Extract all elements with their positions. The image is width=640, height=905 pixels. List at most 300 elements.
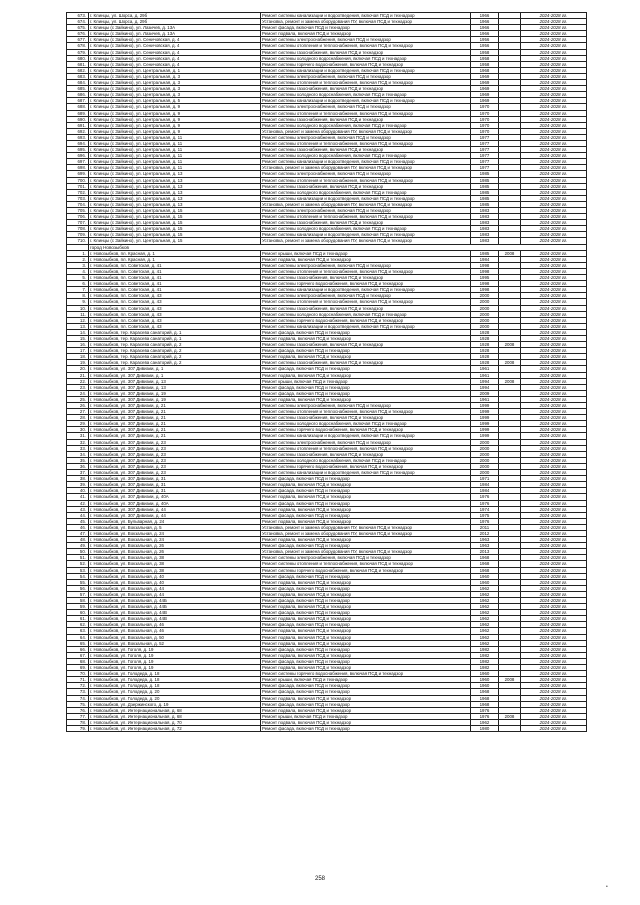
work-type-cell: Установка, ремонт и замена оборудования ПУ, включая ПСД и технадзор: [261, 165, 471, 171]
address-cell: г. Новозыбков, ул. 307 Дивизии, д. 31: [89, 488, 261, 494]
commission-year-cell: 1966: [471, 13, 499, 19]
work-type-cell: Ремонт системы канализации и водоотведения, включая ПСД и технадзор: [261, 433, 471, 439]
address-cell: г. Новозыбков, ул. Гоголя, д. 19: [89, 658, 261, 664]
planned-period-cell: 2024-2028 гг.: [521, 585, 587, 591]
planned-period-cell: 2024-2028 гг.: [521, 31, 587, 37]
address-cell: г. Новозыбков, тер. Карасева санаторий, д. 1: [89, 335, 261, 341]
address-cell: г. Новозыбков, ул. Вокзальная, д. 44В: [89, 616, 261, 622]
commission-year-cell: 1969: [471, 92, 499, 98]
planned-period-cell: 2024-2028 гг.: [521, 476, 587, 482]
work-type-cell: Ремонт подвала, включая ПСД и технадзор: [261, 579, 471, 585]
address-cell: г. Новозыбков, пл. Советская, д. 41: [89, 262, 261, 268]
address-cell: г. Новозыбков, ул. Вокзальная, д. 38: [89, 567, 261, 573]
address-cell: г. Новозыбков, ул. 307 Дивизии, д. 21: [89, 427, 261, 433]
row-number-cell: 61.: [67, 616, 89, 622]
work-type-cell: Ремонт фасада, включая ПСД и технадзор: [261, 476, 471, 482]
work-type-cell: Ремонт системы газоснабжения, включая ПСД и технадзор: [261, 147, 471, 153]
planned-period-cell: 2024-2028 гг.: [521, 25, 587, 31]
commission-year-cell: 1976: [471, 494, 499, 500]
work-type-cell: Ремонт системы горячего водоснабжения, включая ПСД и технадзор: [261, 567, 471, 573]
address-cell: г. Клинцы (с Зайкино), ул. Центральная, д. 9: [89, 104, 261, 110]
address-cell: г. Новозыбков, ул. 307 Дивизии, д. 1: [89, 366, 261, 372]
planned-period-cell: 2024-2028 гг.: [521, 73, 587, 79]
work-type-cell: Ремонт подвала, включая ПСД и технадзор: [261, 616, 471, 622]
planned-period-cell: 2024-2028 гг.: [521, 250, 587, 256]
work-type-cell: Ремонт системы отопления и теплоснабжения, включая ПСД и технадзор: [261, 299, 471, 305]
planned-period-cell: 2024-2028 гг.: [521, 567, 587, 573]
last-repair-year-cell: [499, 725, 521, 731]
work-type-cell: Ремонт подвала, включая ПСД и технадзор: [261, 628, 471, 634]
planned-period-cell: 2024-2028 гг.: [521, 512, 587, 518]
work-type-cell: Ремонт фасада, включая ПСД и технадзор: [261, 384, 471, 390]
address-cell: г. Клинцы (с Зайкино), ул. Центральная, д. 13: [89, 171, 261, 177]
work-type-cell: Ремонт системы отопления и теплоснабжения, включая ПСД и технадзор: [261, 214, 471, 220]
commission-year-cell: 1995: [471, 275, 499, 281]
planned-period-cell: 2024-2028 гг.: [521, 183, 587, 189]
scan-speck: •: [606, 884, 608, 890]
row-number-cell: 7.: [67, 287, 89, 293]
commission-year-cell: 1960: [471, 671, 499, 677]
address-cell: г. Новозыбков, пл. Советская, д. 43: [89, 323, 261, 329]
address-cell: г. Новозыбков, ул. Интернациональная, д. 68: [89, 707, 261, 713]
row-number-cell: 71.: [67, 677, 89, 683]
commission-year-cell: 1977: [471, 165, 499, 171]
commission-year-cell: 2000: [471, 305, 499, 311]
commission-year-cell: 1982: [471, 658, 499, 664]
work-type-cell: Ремонт системы канализации и водоотведения, включая ПСД и технадзор: [261, 195, 471, 201]
commission-year-cell: 1970: [471, 122, 499, 128]
address-cell: г. Новозыбков, ул. Голодеда, д. 18: [89, 683, 261, 689]
work-type-cell: Ремонт системы канализации и водоотведения, включая ПСД и технадзор: [261, 67, 471, 73]
commission-year-cell: 1998: [471, 268, 499, 274]
table-row: [67, 250, 587, 256]
commission-year-cell: 1966: [471, 25, 499, 31]
commission-year-cell: 1962: [471, 628, 499, 634]
address-cell: г. Клинцы, ул. Шорса, д. 29б: [89, 13, 261, 19]
work-type-cell: Ремонт системы газоснабжения, включая ПСД и технадзор: [261, 49, 471, 55]
address-cell: г. Новозыбков, пл. Советская, д. 41: [89, 287, 261, 293]
address-cell: г. Новозыбков, ул. Вокзальная, д. 38: [89, 561, 261, 567]
page-number: 258: [314, 876, 325, 882]
row-number-cell: 700.: [67, 177, 89, 183]
work-type-cell: Ремонт системы электроснабжения, включая ПСД и технадзор: [261, 37, 471, 43]
work-type-cell: Ремонт фасада, включая ПСД и технадзор: [261, 701, 471, 707]
planned-period-cell: 2024-2028 гг.: [521, 134, 587, 140]
address-cell: г. Клинцы (с Зайкино), ул. Центральная, д. 11: [89, 134, 261, 140]
row-number-cell: 686.: [67, 92, 89, 98]
row-number-cell: 702.: [67, 189, 89, 195]
work-type-cell: Ремонт системы холодного водоснабжения, включая ПСД и технадзор: [261, 153, 471, 159]
commission-year-cell: 2000: [471, 311, 499, 317]
work-type-cell: Ремонт фасада, включая ПСД и технадзор: [261, 683, 471, 689]
planned-period-cell: 2024-2028 гг.: [521, 396, 587, 402]
work-type-cell: Ремонт системы электроснабжения, включая ПСД и технадзор: [261, 293, 471, 299]
commission-year-cell: 1960: [471, 573, 499, 579]
planned-period-cell: 2024-2028 гг.: [521, 299, 587, 305]
row-number-cell: 38.: [67, 476, 89, 482]
commission-year-cell: 1977: [471, 140, 499, 146]
work-type-cell: Ремонт системы горячего водоснабжения, включая ПСД и технадзор: [261, 61, 471, 67]
planned-period-cell: 2024-2028 гг.: [521, 342, 587, 348]
commission-year-cell: 1985: [471, 250, 499, 256]
row-number-cell: 8.: [67, 293, 89, 299]
planned-period-cell: 2024-2028 гг.: [521, 220, 587, 226]
work-type-cell: Установка, ремонт и замена оборудования ПУ, включая ПСД и технадзор: [261, 201, 471, 207]
address-cell: г. Клинцы (с Зайкино), ул. Сеничовская, д. 4: [89, 55, 261, 61]
row-number-cell: 34.: [67, 451, 89, 457]
commission-year-cell: 1963: [471, 537, 499, 543]
commission-year-cell: 1962: [471, 622, 499, 628]
address-cell: г. Новозыбков, тер. Карасева санаторий, д. 2: [89, 348, 261, 354]
work-type-cell: Ремонт фасада, включая ПСД и технадзор: [261, 390, 471, 396]
address-cell: г. Клинцы (с Зайкино), ул. Центральная, д. 9: [89, 122, 261, 128]
row-number-cell: 49.: [67, 543, 89, 549]
work-type-cell: Ремонт фасада, включая ПСД и технадзор: [261, 689, 471, 695]
commission-year-cell: 1962: [471, 634, 499, 640]
row-number-cell: 65.: [67, 640, 89, 646]
work-type-cell: Ремонт системы газоснабжения, включая ПСД и технадзор: [261, 451, 471, 457]
planned-period-cell: 2024-2028 гг.: [521, 305, 587, 311]
planned-period-cell: 2024-2028 гг.: [521, 707, 587, 713]
commission-year-cell: 1928: [471, 335, 499, 341]
planned-period-cell: 2024-2028 гг.: [521, 208, 587, 214]
commission-year-cell: 1968: [471, 689, 499, 695]
address-cell: г. Новозыбков, тер. Карасева санаторий, д. 2: [89, 342, 261, 348]
commission-year-cell: 1958: [471, 49, 499, 55]
row-number-cell: 12.: [67, 317, 89, 323]
work-type-cell: Ремонт фасада, включая ПСД и технадзор: [261, 512, 471, 518]
commission-year-cell: 1970: [471, 104, 499, 110]
row-number-cell: 63.: [67, 628, 89, 634]
planned-period-cell: 2024-2028 гг.: [521, 116, 587, 122]
row-number-cell: 76.: [67, 707, 89, 713]
address-cell: г. Новозыбков, пл. Советская, д. 41: [89, 268, 261, 274]
address-cell: г. Новозыбков, пл. Красная, д. 1: [89, 256, 261, 262]
address-cell: г. Новозыбков, ул. Вокзальная, д. 46: [89, 622, 261, 628]
address-cell: г. Новозыбков, ул. Интернациональная, д. 70: [89, 719, 261, 725]
row-number-cell: 36.: [67, 463, 89, 469]
row-number-cell: 10.: [67, 305, 89, 311]
address-cell: г. Клинцы (с Зайкино), ул. Центральная, д. 15: [89, 214, 261, 220]
planned-period-cell: 2024-2028 гг.: [521, 695, 587, 701]
commission-year-cell: 1928: [471, 348, 499, 354]
planned-period-cell: 2024-2028 гг.: [521, 189, 587, 195]
row-number-cell: 6.: [67, 281, 89, 287]
work-type-cell: Ремонт подвала, включая ПСД и технадзор: [261, 719, 471, 725]
work-type-cell: Ремонт системы отопления и теплоснабжения, включая ПСД и технадзор: [261, 445, 471, 451]
work-type-cell: Ремонт системы горячего водоснабжения, включая ПСД и технадзор: [261, 281, 471, 287]
work-type-cell: Ремонт подвала, включая ПСД и технадзор: [261, 537, 471, 543]
address-cell: г. Клинцы (с Зайкино), ул. Центральная, д. 9: [89, 128, 261, 134]
address-cell: г. Новозыбков, ул. Вокзальная, д. 44Б: [89, 598, 261, 604]
work-type-cell: Ремонт фасада, включая ПСД и технадзор: [261, 646, 471, 652]
row-number-cell: 2.: [67, 256, 89, 262]
address-cell: г. Новозыбков, ул. 307 Дивизии, д. 23: [89, 451, 261, 457]
address-cell: г. Клинцы (с Зайкино), ул. Центральная, д. 15: [89, 220, 261, 226]
address-cell: г. Клинцы (с Зайкино), ул. Центральная, д. 11: [89, 165, 261, 171]
work-type-cell: Ремонт системы газоснабжения, включая ПСД и технадзор: [261, 183, 471, 189]
row-number-cell: 18.: [67, 354, 89, 360]
work-type-cell: Ремонт подвала, включая ПСД и технадзор: [261, 372, 471, 378]
planned-period-cell: 2024-2028 гг.: [521, 634, 587, 640]
address-cell: г. Клинцы (с Зайкино), ул. Центральная, д. 13: [89, 195, 261, 201]
row-number-cell: 699.: [67, 171, 89, 177]
address-cell: г. Новозыбков, ул. 307 Дивизии, д. 21: [89, 415, 261, 421]
commission-year-cell: 1960: [471, 683, 499, 689]
work-type-cell: Ремонт фасада, включая ПСД и технадзор: [261, 348, 471, 354]
planned-period-cell: 2024-2028 гг.: [521, 104, 587, 110]
row-number-cell: 47.: [67, 530, 89, 536]
planned-period-cell: 2024-2028 гг.: [521, 683, 587, 689]
row-number-cell: 53.: [67, 567, 89, 573]
row-number-cell: 68.: [67, 658, 89, 664]
planned-period-cell: 2024-2028 гг.: [521, 268, 587, 274]
work-type-cell: Ремонт фасада, включая ПСД и технадзор: [261, 585, 471, 591]
address-cell: г. Новозыбков, ул. Гоголя, д. 19: [89, 646, 261, 652]
work-type-cell: Ремонт системы канализации и водоотведения, включая ПСД и технадзор: [261, 159, 471, 165]
address-cell: г. Новозыбков, ул. 307 Дивизии, д. 1: [89, 372, 261, 378]
row-number-cell: 687.: [67, 98, 89, 104]
work-type-cell: Ремонт подвала, включая ПСД и технадзор: [261, 640, 471, 646]
commission-year-cell: 1962: [471, 719, 499, 725]
commission-year-cell: 1985: [471, 183, 499, 189]
commission-year-cell: 1985: [471, 195, 499, 201]
commission-year-cell: 1985: [471, 177, 499, 183]
row-number-cell: 33.: [67, 445, 89, 451]
row-number-cell: 73.: [67, 689, 89, 695]
row-number-cell: 697.: [67, 159, 89, 165]
work-type-cell: Ремонт системы отопления и теплоснабжения, включая ПСД и технадзор: [261, 561, 471, 567]
planned-period-cell: 2024-2028 гг.: [521, 451, 587, 457]
work-type-cell: Ремонт системы электроснабжения, включая ПСД и технадзор: [261, 262, 471, 268]
address-cell: г. Клинцы (с Зайкино), ул. Центральная, д. 13: [89, 201, 261, 207]
address-cell: г. Новозыбков, ул. Голодеда, д. 20: [89, 695, 261, 701]
address-cell: г. Клинцы (с Зайкино), ул. Центральная, д. 15: [89, 232, 261, 238]
work-type-cell: Ремонт системы газоснабжения, включая ПСД и технадзор: [261, 342, 471, 348]
commission-year-cell: 1977: [471, 159, 499, 165]
row-number-cell: 689.: [67, 110, 89, 116]
work-type-cell: Ремонт подвала, включая ПСД и технадзор: [261, 707, 471, 713]
commission-year-cell: 2000: [471, 451, 499, 457]
address-cell: г. Клинцы (с Зайкино), ул. Сеничовская, д. 4: [89, 37, 261, 43]
commission-year-cell: 1968: [471, 67, 499, 73]
work-type-cell: Ремонт подвала, включая ПСД и технадзор: [261, 482, 471, 488]
commission-year-cell: 1970: [471, 116, 499, 122]
planned-period-cell: 2024-2028 гг.: [521, 482, 587, 488]
commission-year-cell: 1994: [471, 384, 499, 390]
address-cell: г. Клинцы (с Зайкино), ул. Центральная, д. 3: [89, 92, 261, 98]
work-type-cell: Ремонт системы отопления и теплоснабжения, включая ПСД и технадзор: [261, 409, 471, 415]
work-type-cell: Ремонт системы газоснабжения, включая ПСД и технадзор: [261, 86, 471, 92]
planned-period-cell: 2024-2028 гг.: [521, 165, 587, 171]
address-cell: г. Новозыбков, ул. Вокзальная, д. 52: [89, 640, 261, 646]
address-cell: г. Новозыбков, ул. Вокзальная, д. 44Б: [89, 604, 261, 610]
address-cell: г. Новозыбков, ул. Интернациональная, д. 68: [89, 713, 261, 719]
row-number-cell: 4.: [67, 268, 89, 274]
work-type-cell: Ремонт системы канализации и водоотведения, включая ПСД и технадзор: [261, 13, 471, 19]
row-number-cell: 19.: [67, 360, 89, 366]
row-number-cell: 685.: [67, 86, 89, 92]
row-number-cell: 56.: [67, 585, 89, 591]
row-number-cell: 45.: [67, 518, 89, 524]
commission-year-cell: 2000: [471, 299, 499, 305]
commission-year-cell: 1984: [471, 482, 499, 488]
address-cell: г. Новозыбков, ул. 307 Дивизии, д. 40А: [89, 494, 261, 500]
work-type-cell: Ремонт системы горячего водоснабжения, включая ПСД и технадзор: [261, 317, 471, 323]
commission-year-cell: 1984: [471, 256, 499, 262]
address-cell: г. Новозыбков, ул. Дзержинского, д. 19: [89, 701, 261, 707]
planned-period-cell: 2024-2028 гг.: [521, 201, 587, 207]
row-number-cell: 48.: [67, 537, 89, 543]
address-cell: г. Новозыбков, ул. Голодеда, д. 18: [89, 671, 261, 677]
row-number-cell: 703.: [67, 195, 89, 201]
commission-year-cell: 2000: [471, 317, 499, 323]
commission-year-cell: 1962: [471, 640, 499, 646]
planned-period-cell: 2024-2028 гг.: [521, 49, 587, 55]
address-cell: г. Новозыбков, ул. Вокзальная, д. 40: [89, 579, 261, 585]
work-type-cell: Ремонт системы отопления и теплоснабжения, включая ПСД и технадзор: [261, 43, 471, 49]
planned-period-cell: 2024-2028 гг.: [521, 384, 587, 390]
address-cell: г. Клинцы (с Зайкино), ул. Сеничовская, д. 4: [89, 43, 261, 49]
row-number-cell: 17.: [67, 348, 89, 354]
work-type-cell: Ремонт подвала, включая ПСД и технадзор: [261, 518, 471, 524]
address-cell: г. Клинцы (с Зайкино), ул. Центральная, д. 13: [89, 177, 261, 183]
address-cell: г. Клинцы (с Зайкино), ул. Центральная, д. 15: [89, 226, 261, 232]
address-cell: г. Новозыбков, пл. Советская, д. 43: [89, 305, 261, 311]
row-number-cell: 60.: [67, 610, 89, 616]
address-cell: г. Клинцы (с Зайкино), ул. Лазичев, д. 13А: [89, 25, 261, 31]
section-title: город Новозыбков: [89, 244, 587, 250]
planned-period-cell: 2024-2028 гг.: [521, 147, 587, 153]
last-repair-year-cell: 2008: [499, 378, 521, 384]
work-type-cell: Ремонт подвала, включая ПСД и технадзор: [261, 591, 471, 597]
commission-year-cell: 2000: [471, 463, 499, 469]
planned-period-cell: 2024-2028 гг.: [521, 713, 587, 719]
planned-period-cell: 2024-2028 гг.: [521, 226, 587, 232]
address-cell: г. Новозыбков, ул. Вокзальная, д. 46: [89, 628, 261, 634]
planned-period-cell: 2024-2028 гг.: [521, 378, 587, 384]
work-type-cell: Ремонт подвала, включая ПСД и технадзор: [261, 695, 471, 701]
row-number-cell: 1.: [67, 250, 89, 256]
address-cell: г. Клинцы (с Зайкино), ул. Центральная, д. 11: [89, 159, 261, 165]
row-number-cell: 20.: [67, 366, 89, 372]
commission-year-cell: 1999: [471, 409, 499, 415]
registry-sheet: [66, 12, 586, 732]
address-cell: г. Клинцы (с Зайкино), ул. Сеничовская, д. 4: [89, 61, 261, 67]
address-cell: г. Клинцы (с Зайкино), ул. Центральная, д. 15: [89, 238, 261, 244]
work-type-cell: Ремонт крыши, включая ПСД и технадзор: [261, 378, 471, 384]
address-cell: г. Новозыбков, пл. Советская, д. 43: [89, 299, 261, 305]
address-cell: г. Новозыбков, ул. Бульварная, д. 24: [89, 518, 261, 524]
commission-year-cell: 1999: [471, 427, 499, 433]
planned-period-cell: 2024-2028 гг.: [521, 427, 587, 433]
row-number-cell: 693.: [67, 134, 89, 140]
work-type-cell: Ремонт крыши, включая ПСД и технадзор: [261, 713, 471, 719]
address-cell: г. Новозыбков, пл. Советская, д. 41: [89, 281, 261, 287]
address-cell: г. Новозыбков, ул. 307 Дивизии, д. 19: [89, 390, 261, 396]
commission-year-cell: 1999: [471, 415, 499, 421]
planned-period-cell: 2024-2028 гг.: [521, 348, 587, 354]
row-number-cell: 39.: [67, 482, 89, 488]
planned-period-cell: 2024-2028 гг.: [521, 433, 587, 439]
row-number-cell: 695.: [67, 147, 89, 153]
row-number-cell: 51.: [67, 555, 89, 561]
row-number-cell: 704.: [67, 201, 89, 207]
planned-period-cell: 2024-2028 гг.: [521, 67, 587, 73]
planned-period-cell: 2024-2028 гг.: [521, 701, 587, 707]
commission-year-cell: 1999: [471, 433, 499, 439]
address-cell: г. Новозыбков, ул. Вокзальная, д. 50: [89, 634, 261, 640]
commission-year-cell: 2009: [471, 390, 499, 396]
row-number-cell: 29.: [67, 421, 89, 427]
address-cell: г. Клинцы (с Зайкино), ул. Центральная, д. 5: [89, 98, 261, 104]
row-number-cell: 684.: [67, 80, 89, 86]
planned-period-cell: 2024-2028 гг.: [521, 616, 587, 622]
row-number-cell: 42.: [67, 500, 89, 506]
commission-year-cell: 1961: [471, 372, 499, 378]
work-type-cell: Ремонт подвала, включая ПСД и технадзор: [261, 31, 471, 37]
planned-period-cell: 2024-2028 гг.: [521, 13, 587, 19]
row-number-cell: 62.: [67, 622, 89, 628]
planned-period-cell: 2024-2028 гг.: [521, 281, 587, 287]
work-type-cell: Ремонт крыши, включая ПСД и технадзор: [261, 677, 471, 683]
work-type-cell: Ремонт фасада, включая ПСД и технадзор: [261, 500, 471, 506]
row-number-cell: 52.: [67, 561, 89, 567]
row-number-cell: 23.: [67, 384, 89, 390]
work-type-cell: Установка, ремонт и замена оборудования ПУ, включая ПСД и технадзор: [261, 238, 471, 244]
work-type-cell: Ремонт подвала, включая ПСД и технадзор: [261, 494, 471, 500]
work-type-cell: Ремонт фасада, включая ПСД и технадзор: [261, 25, 471, 31]
commission-year-cell: 1975: [471, 512, 499, 518]
planned-period-cell: 2024-2028 гг.: [521, 110, 587, 116]
planned-period-cell: 2024-2028 гг.: [521, 98, 587, 104]
work-type-cell: Ремонт системы канализации и водоотведения, включая ПСД и технадзор: [261, 287, 471, 293]
work-type-cell: Ремонт подвала, включая ПСД и технадзор: [261, 506, 471, 512]
commission-year-cell: 1956: [471, 37, 499, 43]
planned-period-cell: 2024-2028 гг.: [521, 171, 587, 177]
commission-year-cell: 1968: [471, 567, 499, 573]
work-type-cell: Ремонт фасада, включая ПСД и технадзор: [261, 622, 471, 628]
work-type-cell: Ремонт системы холодного водоснабжения, включая ПСД и технадзор: [261, 189, 471, 195]
row-number-cell: 675.: [67, 25, 89, 31]
row-number-cell: 681.: [67, 61, 89, 67]
commission-year-cell: 1983: [471, 220, 499, 226]
work-type-cell: Установка, ремонт и замена оборудования ПУ, включая ПСД и технадзор: [261, 530, 471, 536]
planned-period-cell: 2024-2028 гг.: [521, 275, 587, 281]
work-type-cell: Ремонт системы электроснабжения, включая ПСД и технадзор: [261, 439, 471, 445]
row-number-cell: 28.: [67, 415, 89, 421]
address-cell: г. Клинцы, ул. Шорса, д. 29б: [89, 19, 261, 25]
commission-year-cell: 1961: [471, 396, 499, 402]
planned-period-cell: 2024-2028 гг.: [521, 665, 587, 671]
commission-year-cell: 1985: [471, 189, 499, 195]
address-cell: г. Новозыбков, ул. 307 Дивизии, д. 31: [89, 476, 261, 482]
row-number-cell: 701.: [67, 183, 89, 189]
work-type-cell: Установка, ремонт и замена оборудования ПУ, включая ПСД и технадзор: [261, 19, 471, 25]
row-number-cell: 74.: [67, 695, 89, 701]
address-cell: г. Клинцы (с Зайкино), ул. Центральная, д. 1: [89, 67, 261, 73]
row-number-cell: 673.: [67, 13, 89, 19]
planned-period-cell: 2024-2028 гг.: [521, 494, 587, 500]
address-cell: г. Новозыбков, ул. Вокзальная, д. 44В: [89, 610, 261, 616]
row-number-cell: 9.: [67, 299, 89, 305]
work-type-cell: Ремонт фасада, включая ПСД и технадзор: [261, 329, 471, 335]
row-number-cell: 15.: [67, 335, 89, 341]
address-cell: г. Клинцы (с Зайкино), ул. Центральная, д. 11: [89, 147, 261, 153]
address-cell: г. Новозыбков, ул. 307 Дивизии, д. 21: [89, 409, 261, 415]
planned-period-cell: 2024-2028 гг.: [521, 470, 587, 476]
planned-period-cell: 2024-2028 гг.: [521, 86, 587, 92]
